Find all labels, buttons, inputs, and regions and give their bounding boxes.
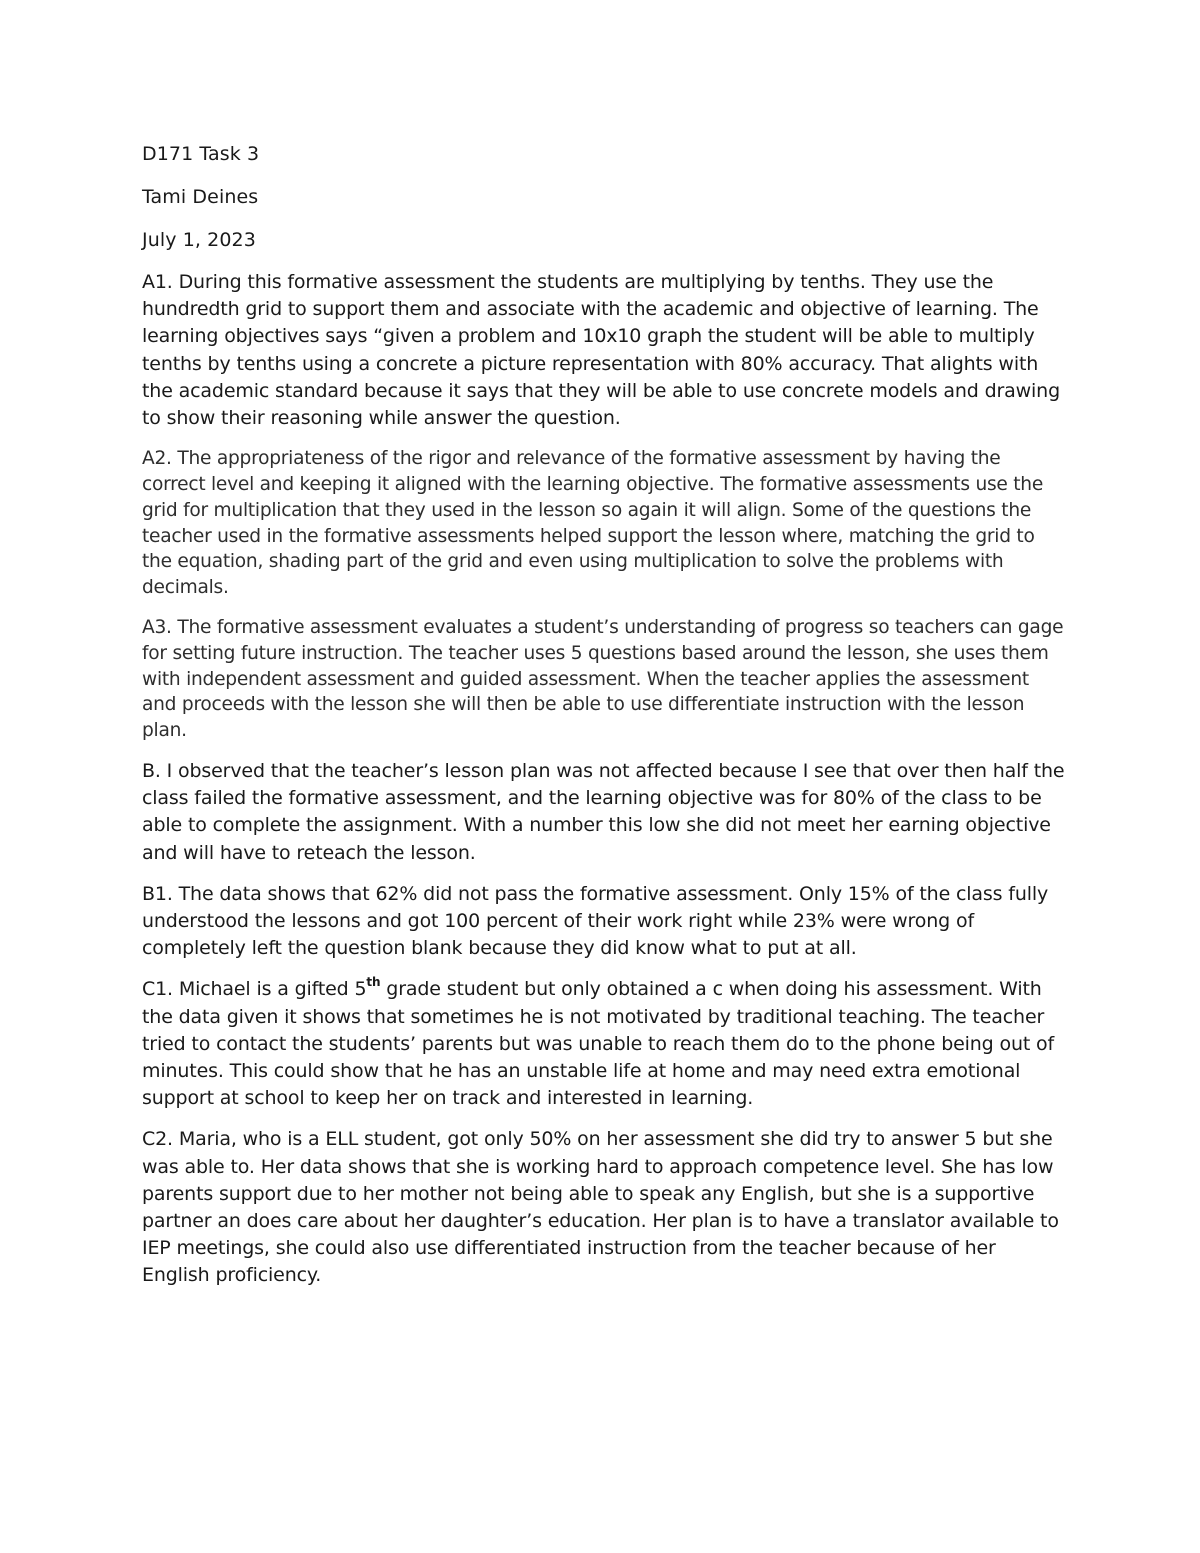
section-a1: A1. During this formative assessment the students are multiplying by tenths. They use the hundredth grid to support them and associate with the academic and objective of learning. The learning objectives says “given a problem and 10x10 graph the student will be able to multiply tenths by tenths using a concrete a picture representation with 80% accuracy. That alights with the academic standard because it says that they will be able to use concrete models and drawing to show their reasoning while answer the question.: [142, 271, 1060, 430]
section-c1-rest: grade student but only obtained a c when doing his assessment. With the data given it shows that sometimes he is not motivated by traditional teaching. The teacher tried to contact the students’ parents but was unable to reach them do to the phone being out of minutes. This could show that he has an unstable life at home and may need extra emotional support at school to keep her on track and interested in learning.: [142, 978, 1055, 1110]
author-name: Tami Deines: [142, 186, 259, 208]
section-c2: C2. Maria, who is a ELL student, got only 50% on her assessment she did try to answer 5 but she was able to. Her data shows that she is working hard to approach competence level. She has low parents support due to her mother not being able to speak any English, but she is a supportive partner an does care about her daughter’s education. Her plan is to have a translator available to IEP meetings, she could also use differentiated instruction from the teacher because of her English proficiency.: [142, 1128, 1059, 1287]
section-c1-start: C1. Michael is a gifted 5: [142, 978, 367, 1001]
section-a3: A3. The formative assessment evaluates a student’s understanding of progress so teachers can gage for setting future instruction. The teacher uses 5 questions based around the lesson, she uses them with independent assessment and guided assessment. When the teacher applies the assessment and proceeds with the lesson she will then be able to use differentiate instruction with the lesson plan.: [142, 617, 1064, 742]
document-date: July 1, 2023: [142, 229, 256, 251]
section-b: B. I observed that the teacher’s lesson plan was not affected because I see that over then half the class failed the formative assessment, and the learning objective was for 80% of the class to be able to complete the assignment. With a number this low she did not meet her earning objective and will have to reteach the lesson.: [142, 759, 1065, 864]
section-b1: B1. The data shows that 62% did not pass the formative assessment. Only 15% of the class fully understood the lessons and got 100 percent of their work right while 23% were wrong of completely left the question blank because they did know what to put at all.: [142, 882, 1049, 960]
document-title: D171 Task 3: [142, 143, 260, 165]
document-page: [142, 140, 1067, 1304]
ordinal-suffix: th: [366, 975, 381, 990]
section-c1: [142, 976, 1067, 1112]
section-a2: A2. The appropriateness of the rigor and relevance of the formative assessment by having the correct level and keeping it aligned with the learning objective. The formative assessments use the grid for multiplication that they used in the lesson so again it will align. Some of the questions the teacher used in the formative assessments helped support the lesson where, matching the grid to the equation, shading part of the grid and even using multiplication to solve the problems with decimals.: [142, 448, 1044, 599]
